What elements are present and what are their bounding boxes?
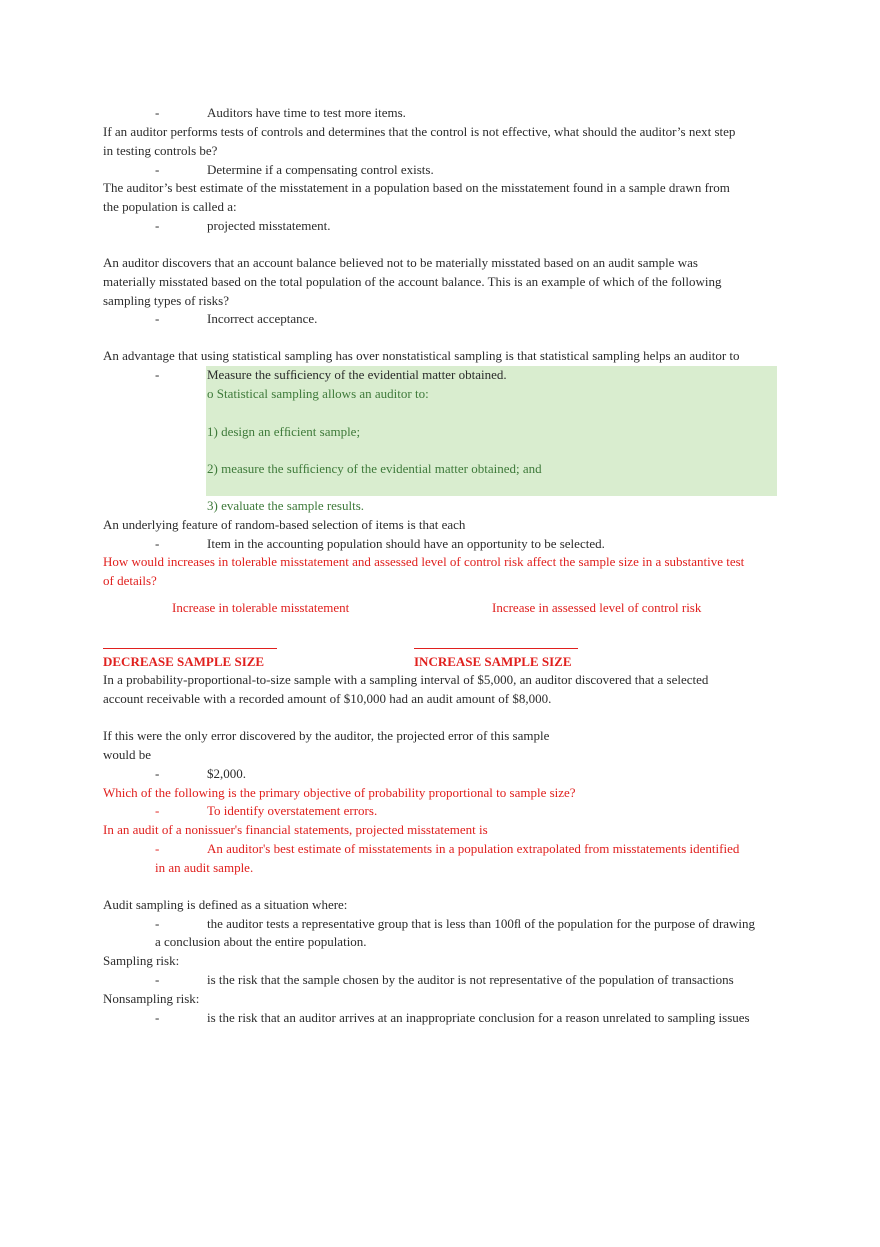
answer-text: Determine if a compensating control exists.: [207, 162, 434, 177]
question-text: In an audit of a nonissuer's financial statements, projected misstatement is: [103, 822, 488, 837]
answer-text: Item in the accounting population should have an opportunity to be selected.: [207, 536, 605, 551]
bullet-dash: -: [155, 766, 160, 781]
question-text: account receivable with a recorded amount of $10,000 had an audit amount of $8,000.: [103, 691, 552, 706]
question-text: the population is called a:: [103, 199, 237, 214]
question-text: An advantage that using statistical sampling has over nonstatistical sampling is that statistical sampling helps an auditor to: [103, 348, 740, 363]
question-text: In a probability-proportional-to-size sample with a sampling interval of $5,000, an auditor discovered that a selected: [103, 672, 709, 687]
question-text: If this were the only error discovered by the auditor, the projected error of this sample: [103, 728, 550, 743]
answer-text: is the risk that the sample chosen by the auditor is not representative of the population of transactions: [207, 972, 734, 987]
question-text: of details?: [103, 573, 157, 588]
question-text: Audit sampling is defined as a situation where:: [103, 897, 348, 912]
bullet-dash: -: [155, 311, 160, 326]
question-text: Nonsampling risk:: [103, 991, 200, 1006]
answer-text: To identify overstatement errors.: [207, 803, 378, 818]
column-header: Increase in assessed level of control risk: [492, 600, 702, 615]
explanation-text: 3) evaluate the sample results.: [207, 498, 365, 513]
answer-text: DECREASE SAMPLE SIZE: [103, 654, 265, 669]
explanation-text: 1) design an efﬁcient sample;: [207, 424, 361, 439]
answer-text: $2,000.: [207, 766, 246, 781]
question-text: in testing controls be?: [103, 143, 218, 158]
answer-text: Measure the sufﬁciency of the evidential matter obtained.: [207, 367, 507, 382]
question-text: sampling types of risks?: [103, 293, 230, 308]
question-text: Which of the following is the primary objective of probability proportional to sample size?: [103, 785, 576, 800]
answer-text: the auditor tests a representative group that is less than 100ﬂ of the population for the purpose of drawing: [207, 916, 756, 931]
explanation-text: 2) measure the sufﬁciency of the evidential matter obtained; and: [207, 461, 542, 476]
bullet-dash: -: [155, 536, 160, 551]
explanation-text: o Statistical sampling allows an auditor to:: [207, 386, 429, 401]
column-header: Increase in tolerable misstatement: [172, 600, 350, 615]
question-text: Sampling risk:: [103, 953, 180, 968]
question-text: An underlying feature of random-based selection of items is that each: [103, 517, 466, 532]
answer-text: projected misstatement.: [207, 218, 331, 233]
bullet-dash: -: [155, 803, 160, 818]
answer-text: An auditor's best estimate of misstatements in a population extrapolated from misstatements identified: [207, 841, 740, 856]
question-text: materially misstated based on the total population of the account balance. This is an example of which of the following: [103, 274, 722, 289]
bullet-dash: -: [155, 1010, 160, 1025]
answer-text: a conclusion about the entire population.: [155, 934, 367, 949]
answer-text: is the risk that an auditor arrives at an inappropriate conclusion for a reason unrelated to sampling issues: [207, 1010, 750, 1025]
bullet-dash: -: [155, 162, 160, 177]
bullet-dash: -: [155, 105, 160, 120]
bullet-dash: -: [155, 841, 160, 856]
answer-text: in an audit sample.: [155, 860, 254, 875]
answer-underline: [414, 648, 578, 649]
question-text: If an auditor performs tests of controls and determines that the control is not effective, what should the auditor’s next step: [103, 124, 736, 139]
answer-text: Auditors have time to test more items.: [207, 105, 406, 120]
question-text: How would increases in tolerable misstatement and assessed level of control risk affect the sample size in a substantive test: [103, 554, 745, 569]
bullet-dash: -: [155, 972, 160, 987]
answer-underline: [103, 648, 277, 649]
bullet-dash: -: [155, 218, 160, 233]
question-text: would be: [103, 747, 152, 762]
answer-text: INCREASE SAMPLE SIZE: [414, 654, 572, 669]
question-text: The auditor’s best estimate of the misstatement in a population based on the misstatement found in a sample drawn from: [103, 180, 730, 195]
bullet-dash: -: [155, 367, 160, 382]
bullet-dash: -: [155, 916, 160, 931]
question-text: An auditor discovers that an account balance believed not to be materially misstated based on an audit sample was: [103, 255, 698, 270]
answer-text: Incorrect acceptance.: [207, 311, 318, 326]
